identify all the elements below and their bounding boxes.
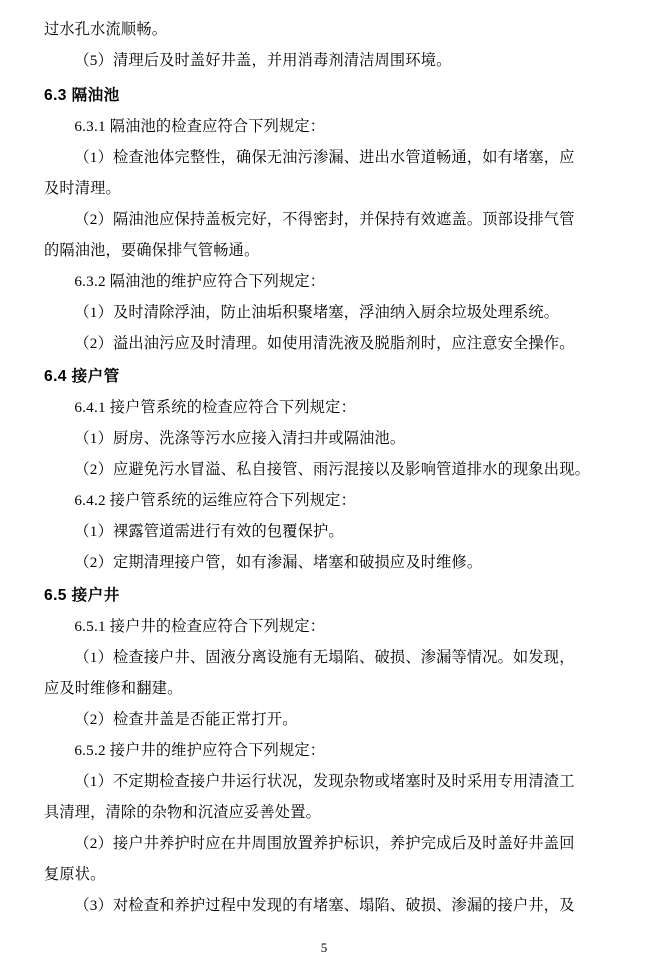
paragraph: （5）清理后及时盖好井盖，并用消毒剂清洁周围环境。 [74, 52, 452, 69]
paragraph: 过水孔水流顺畅。 [44, 21, 168, 38]
paragraph: （1）裸露管道需进行有效的包覆保护。 [74, 523, 344, 540]
paragraph: （1）及时清除浮油，防止油垢积聚堵塞，浮油纳入厨余垃圾处理系统。 [74, 304, 560, 321]
paragraph: 复原状。 [44, 866, 106, 883]
paragraph: （1）检查池体完整性，确保无油污渗漏、进出水管道畅通，如有堵塞，应 [74, 149, 575, 166]
paragraph: （2）隔油池应保持盖板完好，不得密封，并保持有效遮盖。顶部设排气管 [74, 211, 575, 228]
paragraph: 具清理，清除的杂物和沉渣应妥善处置。 [44, 804, 321, 821]
section-heading-6-5: 6.5 接户井 [44, 587, 120, 604]
paragraph: （3）对检查和养护过程中发现的有堵塞、塌陷、破损、渗漏的接户井，及 [74, 897, 575, 914]
paragraph: （1）厨房、洗涤等污水应接入清扫井或隔油池。 [74, 430, 406, 447]
paragraph: （1）不定期检查接户井运行状况，发现杂物或堵塞时及时采用专用清渣工 [74, 773, 575, 790]
paragraph: 应及时维修和翻建。 [44, 680, 183, 697]
paragraph: 及时清理。 [44, 180, 121, 197]
section-heading-6-3: 6.3 隔油池 [44, 87, 120, 104]
paragraph: 6.4.1 接户管系统的检查应符合下列规定： [74, 399, 356, 416]
paragraph: 6.4.2 接户管系统的运维应符合下列规定： [74, 492, 356, 509]
paragraph: （2）接户井养护时应在井周围放置养护标识，养护完成后及时盖好井盖回 [74, 835, 575, 852]
paragraph: （2）应避免污水冒溢、私自接管、雨污混接以及影响管道排水的现象出现。 [74, 461, 590, 478]
paragraph: （2）定期清理接户管，如有渗漏、堵塞和破损应及时维修。 [74, 554, 483, 571]
paragraph: 的隔油池，要确保排气管畅通。 [44, 242, 260, 259]
page-number: 5 [320, 940, 328, 955]
paragraph: 6.5.2 接户井的维护应符合下列规定： [74, 742, 326, 759]
section-heading-6-4: 6.4 接户管 [44, 368, 120, 385]
paragraph: （2）检查井盖是否能正常打开。 [74, 711, 298, 728]
paragraph: （2）溢出油污应及时清理。如使用清洗液及脱脂剂时，应注意安全操作。 [74, 335, 575, 352]
paragraph: （1）检查接户井、固液分离设施有无塌陷、破损、渗漏等情况。如发现， [74, 649, 575, 666]
paragraph: 6.3.1 隔油池的检查应符合下列规定： [74, 118, 326, 135]
paragraph: 6.5.1 接户井的检查应符合下列规定： [74, 618, 326, 635]
paragraph: 6.3.2 隔油池的维护应符合下列规定： [74, 273, 326, 290]
